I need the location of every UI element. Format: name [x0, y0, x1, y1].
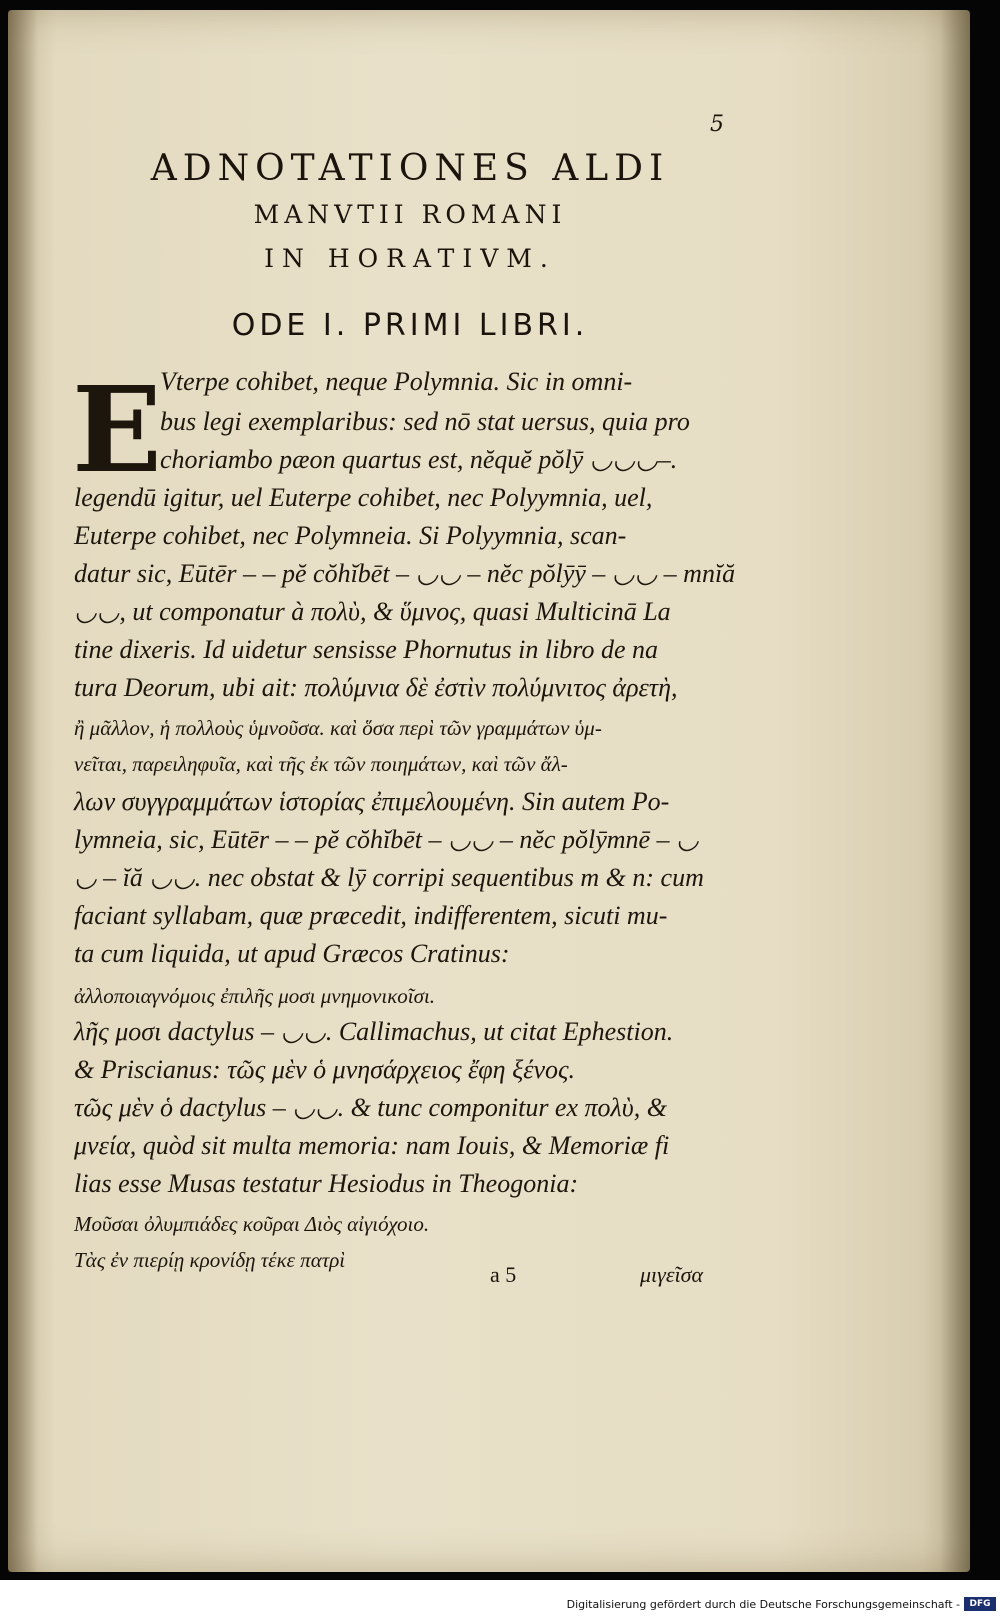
text-line: tine dixeris. Id uidetur sensisse Phornutus in libro de na [74, 635, 658, 664]
text-line: bus legi exemplaribus: sed nō stat uersus, quia pro [160, 407, 690, 436]
text-line: faciant syllabam, quæ præcedit, indifferentem, sicuti mu- [74, 901, 668, 930]
title-line-2: MANVTII ROMANI [253, 200, 567, 229]
text-line: λων συγγραμμάτων ἱστορίας ἐπιμελουμένη. Sin autem Po- [74, 787, 670, 816]
greek-verse: ἀλλοποιαγνόμοις ἐπιλῆς μοσι μνημονικοῖσι. [74, 984, 436, 1008]
text-line: ◡◡, ut componatur à πολὺ, & ὕμνος, quasi Multicinā La [74, 597, 671, 626]
text-line: Euterpe cohibet, nec Polymneia. Si Polyymnia, scan- [74, 521, 627, 550]
footer-credit: Digitalisierung gefördert durch die Deutsche Forschungsgemeinschaft - [566, 1598, 960, 1611]
text-line: legendū igitur, uel Euterpe cohibet, nec Polyymnia, uel, [74, 483, 653, 512]
title-line-3: IN HORATIVM. [264, 244, 556, 273]
greek-text-line: νεῖται, παρειληφυῖα, καὶ τῆς ἐκ τῶν ποιημάτων, καὶ τῶν ἄλ- [74, 752, 568, 776]
title-line-1: ADNOTATIONES ALDI [150, 148, 670, 189]
section-heading: ODE I. PRIMI LIBRI. [231, 308, 589, 343]
text-line: lias esse Musas testatur Hesiodus in Theogonia: [74, 1169, 579, 1198]
text-line: λῆς μοσι dactylus – ◡◡. Callimachus, ut citat Ephestion. [74, 1017, 674, 1046]
text-line: choriambo pæon quartus est, nĕquĕ pŏlȳ ◡◡◡–. [160, 445, 678, 474]
page-edge-shadow [940, 10, 970, 1572]
text-line: μνεία, quòd sit multa memoria: nam Iouis, & Memoriæ fi [74, 1131, 670, 1160]
text-line: & Priscianus: τῶς μὲν ὁ μνησάρχειος ἔφη ξένος. [74, 1055, 576, 1084]
catchword: μιγεῖσα [640, 1262, 704, 1287]
text-line: tura Deorum, ubi ait: πολύμνια δὲ ἐστὶν πολύμνιτος ἀρετὴ, [74, 673, 678, 702]
greek-text-line: ἢ μᾶλλον, ἡ πολλοὺς ὑμνοῦσα. καὶ ὅσα περὶ τῶν γραμμάτων ὑμ- [74, 716, 602, 740]
page-gutter-shadow [8, 10, 38, 1572]
text-line: τῶς μὲν ὁ dactylus – ◡◡. & tunc componitur ex πολὺ, & [74, 1093, 667, 1122]
signature-mark: a 5 [490, 1262, 517, 1287]
greek-verse: Τὰς ἐν πιερίῃ κρονίδῃ τέκε πατρὶ [74, 1248, 346, 1272]
text-line: datur sic, Eūtēr – – pĕ cŏhĭbēt – ◡◡ – nĕc pŏlȳȳ – ◡◡ – mnĭă [74, 559, 736, 588]
page-number: 5 [710, 112, 724, 137]
greek-verse: Μοῦσαι ὀλυμπιάδες κοῦραι Διὸς αἰγιόχοιο. [74, 1212, 430, 1236]
decorated-initial: E [72, 360, 162, 499]
text-line: ◡ – ĭă ◡◡. nec obstat & lȳ corripi sequentibus m & n: cum [74, 863, 704, 892]
text-line: ta cum liquida, ut apud Græcos Cratinus: [74, 939, 510, 968]
dfg-logo: DFG [964, 1597, 996, 1611]
text-line: lymneia, sic, Eūtēr – – pĕ cŏhĭbēt – ◡◡ – nĕc pŏlȳmnē – ◡ [74, 825, 699, 854]
text-line: Vterpe cohibet, neque Polymnia. Sic in omni- [160, 367, 633, 396]
